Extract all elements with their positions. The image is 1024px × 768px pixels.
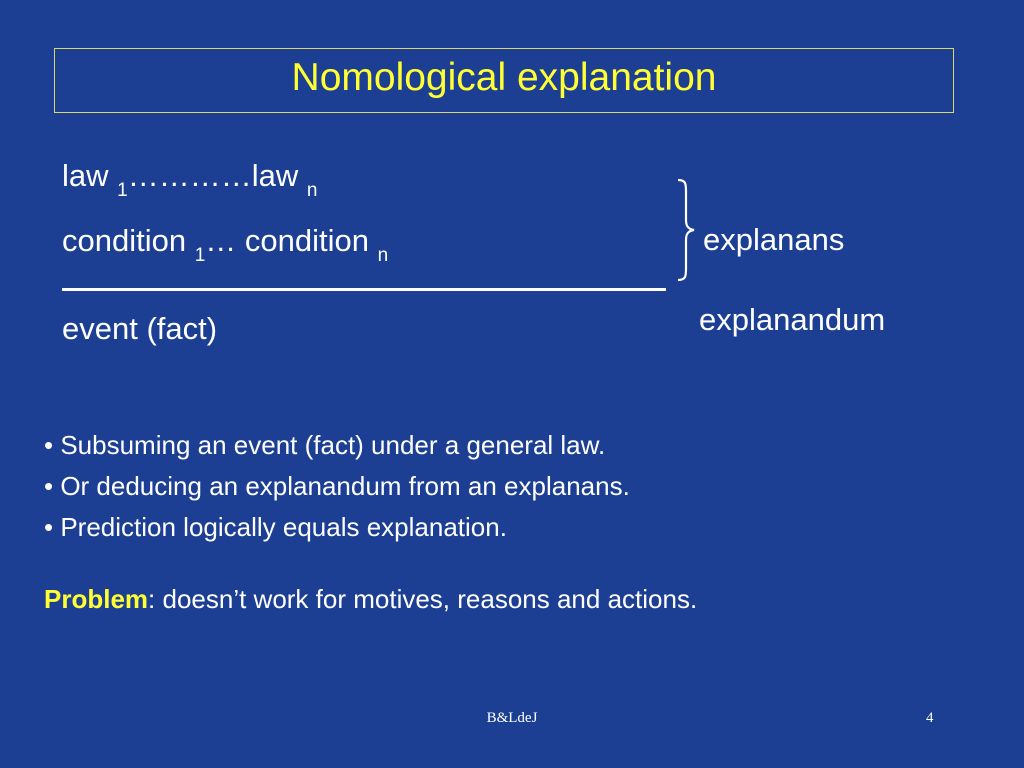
law-line — [62, 158, 318, 201]
bullet-item: • Or deducing an explanandum from an explanans. — [44, 471, 630, 501]
explanans-label: explanans — [703, 222, 845, 257]
problem-text: : doesn’t work for motives, reasons and actions. — [148, 584, 698, 614]
bullet-item: • Prediction logically equals explanation. — [44, 512, 507, 542]
footer-author: B&LdeJ — [486, 710, 538, 726]
problem-label: Problem — [44, 584, 149, 614]
page-number: 4 — [926, 710, 934, 726]
law-word-2: law — [251, 158, 299, 193]
condition-word-2: condition — [244, 223, 370, 258]
condition-subscript-n: n — [377, 245, 389, 266]
condition-word: condition — [62, 223, 187, 258]
title-box — [54, 48, 954, 113]
explanandum-label: explanandum — [699, 302, 886, 337]
condition-dots: … — [205, 223, 237, 258]
slide-title: Nomological explanation — [291, 56, 717, 99]
law-subscript-n: n — [306, 180, 318, 201]
event-line: event (fact) — [62, 311, 218, 346]
problem-statement — [44, 584, 697, 615]
bullet-item: • Subsuming an event (fact) under a general law. — [44, 430, 606, 460]
right-brace-icon — [672, 178, 700, 282]
law-word: law — [62, 158, 109, 193]
bullet-list — [44, 425, 630, 548]
condition-subscript-1: 1 — [194, 245, 206, 266]
law-dots: ………… — [127, 158, 252, 193]
law-subscript-1: 1 — [117, 180, 128, 201]
condition-line — [62, 223, 389, 266]
derivation-rule — [62, 288, 666, 291]
